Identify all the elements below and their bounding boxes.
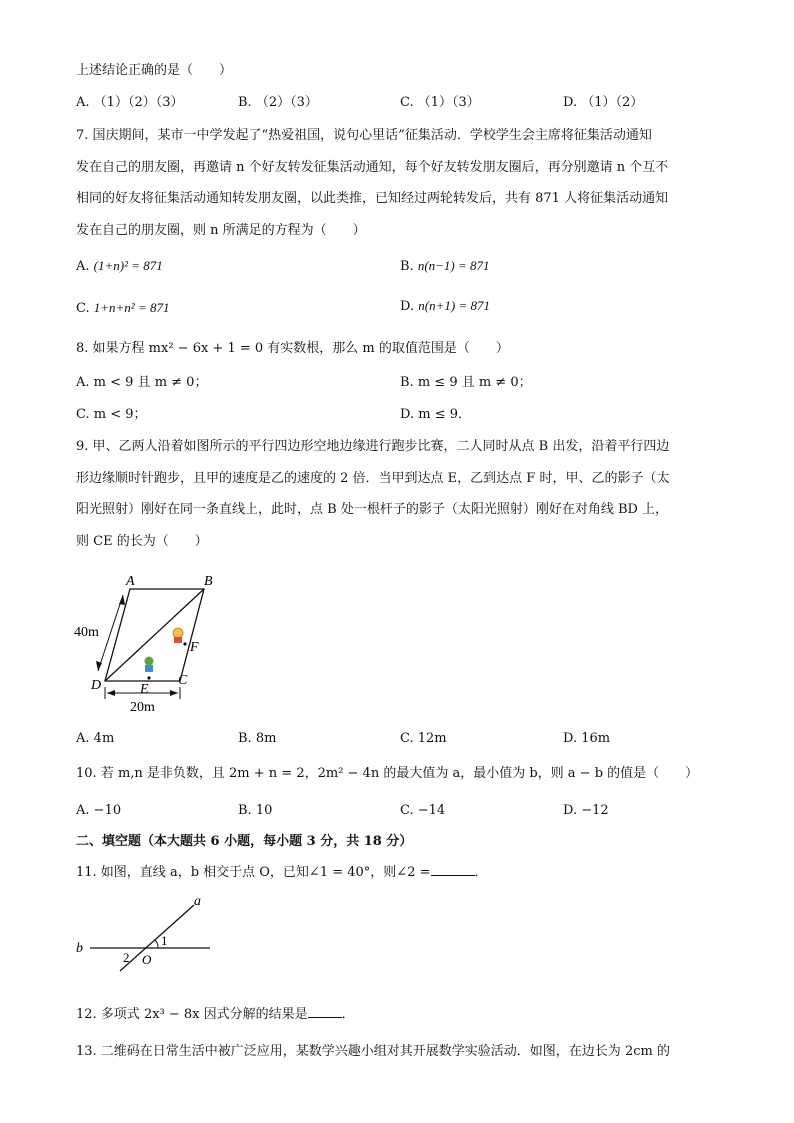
q11-stem-end: ． — [474, 865, 488, 880]
q8-option-c[interactable] — [76, 405, 147, 425]
label-b: B — [204, 574, 213, 589]
q7-option-a[interactable] — [76, 256, 163, 277]
q10-stem: 10. 若 m,n 是非负数，且 2m + n = 2，2m² − 4n 的最大值为 a，最小值为 b，则 a − b 的值是（ ） — [76, 766, 699, 781]
label-angle-1: 1 — [161, 933, 168, 948]
q12-stem-end: ． — [341, 1007, 355, 1022]
intersecting-lines-figure — [70, 893, 220, 973]
option-text: n(n+1) = 871 — [418, 298, 490, 313]
q9-option-c[interactable] — [400, 729, 447, 749]
option-letter: C. — [400, 803, 414, 818]
q6-option-d[interactable] — [563, 93, 643, 113]
option-letter: D. — [400, 299, 415, 314]
option-letter: B. — [238, 95, 252, 110]
q9-stem-line-1: 9. 甲、乙两人沿着如图所示的平行四边形空地边缘进行跑步比赛，二人同时从点 B 出发，沿着平行四边 — [76, 439, 670, 454]
option-text: 1+n+n² = 871 — [93, 300, 170, 315]
q6-option-c[interactable] — [400, 93, 480, 113]
q7-stem-line-2: 发在自己的朋友圈，再邀请 n 个好友转发征集活动通知，每个好友转发朋友圈后，再分别邀请 n 个互不 — [76, 160, 669, 175]
option-letter: B. — [238, 731, 252, 746]
q9-option-a[interactable] — [76, 729, 114, 749]
q10-option-c[interactable] — [400, 801, 445, 821]
q9-stem-line-2: 形边缘顺时针跑步，且甲的速度是乙的速度的 2 倍．当甲到达点 E，乙到达点 F 时，甲、乙的影子（太 — [76, 471, 670, 486]
q13-stem: 13. 二维码在日常生活中被广泛应用，某数学兴趣小组对其开展数学实验活动．如图，在边长为 2cm 的 — [76, 1044, 670, 1059]
q8-stem: 8. 如果方程 mx² − 6x + 1 = 0 有实数根，那么 m 的取值范围是（ ） — [76, 341, 509, 356]
option-letter: C. — [400, 95, 414, 110]
q7-option-c[interactable] — [76, 298, 169, 319]
section-heading: 二、填空题（本大题共 6 小题，每小题 3 分，共 18 分） — [76, 834, 413, 849]
option-letter: A. — [76, 375, 90, 390]
option-letter: B. — [400, 259, 414, 274]
q7-option-b[interactable] — [400, 256, 490, 277]
option-text: 12m — [417, 731, 447, 746]
q7-stem-line-3: 相同的好友将征集活动通知转发朋友圈，以此类推，已知经过两轮转发后，共有 871 人将征集活动通知 — [76, 191, 669, 206]
label-f: F — [190, 640, 199, 655]
q7-stem-line-1: 7. 国庆期间，某市一中学发起了“热爱祖国，说句心里话”征集活动．学校学生会主席将征集活动通知 — [76, 128, 652, 143]
arrowhead-left — [107, 690, 115, 696]
option-text: −10 — [93, 803, 122, 818]
q6-option-a[interactable] — [76, 93, 184, 113]
option-text: 4m — [93, 731, 115, 746]
q6-option-b[interactable] — [238, 93, 318, 113]
q10-option-b[interactable] — [238, 801, 272, 821]
option-letter: C. — [400, 731, 414, 746]
option-letter: A. — [76, 803, 90, 818]
q12-stem — [76, 1005, 355, 1025]
parallelogram-figure — [70, 565, 230, 717]
option-letter: D. — [563, 803, 578, 818]
option-letter: A. — [76, 259, 90, 274]
option-text: m < 9 且 m ≠ 0； — [93, 375, 208, 390]
option-letter: C. — [76, 301, 90, 316]
label-line-a: a — [194, 894, 201, 909]
option-letter: D. — [563, 731, 578, 746]
line-a — [120, 905, 194, 971]
option-letter: C. — [76, 407, 90, 422]
option-text: m ≤ 9． — [418, 407, 471, 422]
q9-option-d[interactable] — [563, 729, 610, 749]
label-line-b: b — [76, 941, 83, 956]
q10-option-d[interactable] — [563, 801, 609, 821]
option-text: n(n−1) = 871 — [417, 258, 490, 273]
option-letter: A. — [76, 731, 90, 746]
option-letter: D. — [400, 407, 415, 422]
q9-option-b[interactable] — [238, 729, 276, 749]
q8-option-b[interactable] — [400, 373, 532, 393]
option-letter: D. — [563, 95, 578, 110]
dimension-label-left: 40m — [74, 625, 99, 640]
label-d: D — [91, 678, 102, 693]
option-letter: B. — [238, 803, 252, 818]
q6-stem-tail: 上述结论正确的是（ ） — [76, 63, 233, 78]
q7-option-d[interactable] — [400, 296, 490, 317]
option-text: （1）（3） — [417, 95, 480, 110]
q12-stem-text: 12. 多项式 2x³ − 8x 因式分解的结果是 — [76, 1007, 308, 1022]
dimension-label-bottom: 20m — [130, 700, 155, 715]
answer-blank[interactable] — [308, 1005, 342, 1018]
option-text: −14 — [417, 803, 446, 818]
arrowhead-right — [170, 690, 178, 696]
option-text: (1+n)² = 871 — [93, 258, 163, 273]
option-letter: A. — [76, 95, 90, 110]
option-text: m ≤ 9 且 m ≠ 0； — [417, 375, 532, 390]
q9-stem-line-4: 则 CE 的长为（ ） — [76, 534, 208, 549]
option-text: （2）（3） — [255, 95, 318, 110]
option-text: m < 9； — [93, 407, 147, 422]
option-text: 10 — [255, 803, 273, 818]
option-text: 16m — [581, 731, 611, 746]
option-letter: B. — [400, 375, 414, 390]
option-text: （1）（2） — [581, 95, 644, 110]
q9-stem-line-3: 阳光照射）刚好在同一条直线上，此时，点 B 处一根杆子的影子（太阳光照射）刚好在对角线 BD 上， — [76, 502, 669, 517]
q10-option-a[interactable] — [76, 801, 121, 821]
runner-f-icon — [173, 628, 187, 646]
runner-e-icon — [145, 657, 154, 680]
option-text: （1）（2）（3） — [93, 95, 184, 110]
option-text: −12 — [581, 803, 609, 818]
label-e: E — [140, 682, 149, 697]
answer-blank[interactable] — [431, 863, 475, 876]
label-a: A — [126, 574, 135, 589]
angle-1-arc — [155, 940, 158, 948]
option-text: 8m — [255, 731, 277, 746]
q7-stem-line-4: 发在自己的朋友圈，则 n 所满足的方程为（ ） — [76, 223, 366, 238]
q8-option-a[interactable] — [76, 373, 207, 393]
q11-stem — [76, 863, 488, 883]
q11-stem-text: 11. 如图，直线 a，b 相交于点 O，已知∠1 = 40°，则∠2 = — [76, 865, 431, 880]
label-angle-2: 2 — [123, 950, 130, 965]
label-c: C — [178, 673, 188, 688]
label-point-o: O — [142, 952, 152, 967]
q8-option-d[interactable] — [400, 405, 471, 425]
